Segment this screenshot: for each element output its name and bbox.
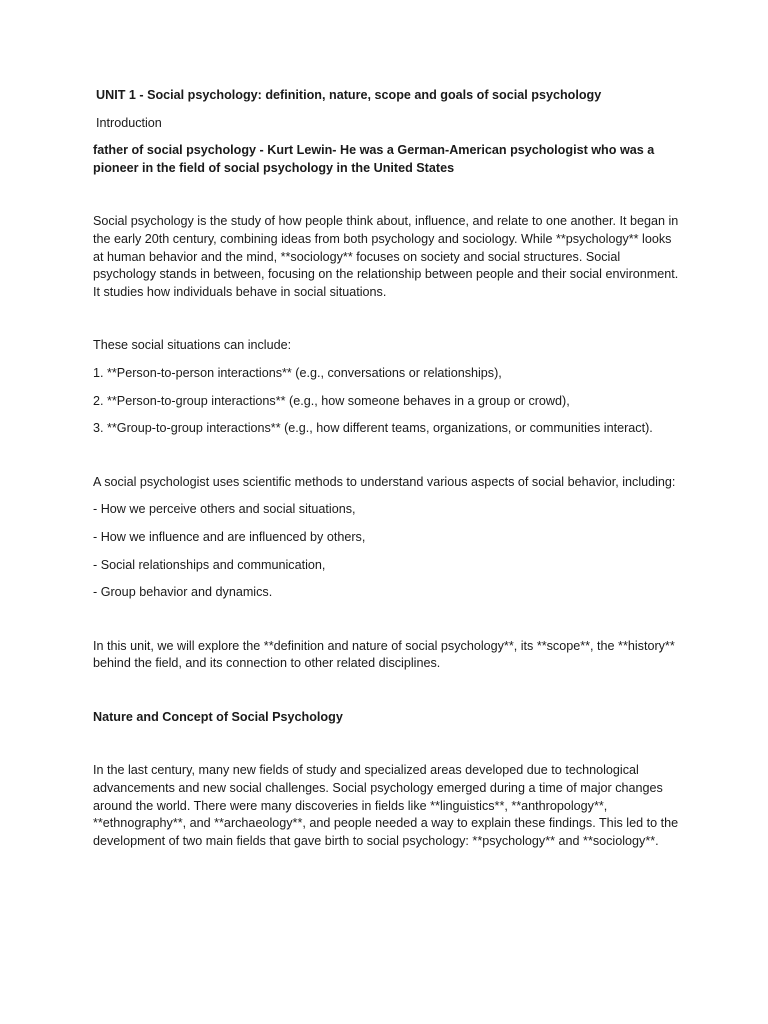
- situations-intro: These social situations can include:: [93, 338, 292, 353]
- definition-paragraph: Social psychology is the study of how people think about, influence, and relate to one another. It began in the early 20th century, combining ideas from both psychology and sociology. While **psychology** looks at human behavior and the mind, **sociology** focuses on society and social structures. Social psychology stands in between, focusing on the relationship between people and their social environment. It studies how individuals behave in social situations.: [93, 214, 679, 299]
- document-body: [93, 87, 683, 860]
- unit-title: UNIT 1 - Social psychology: definition, nature, scope and goals of social psychology: [96, 88, 602, 102]
- methods-intro: A social psychologist uses scientific methods to understand various aspects of social behavior, including:: [93, 474, 676, 489]
- father-of-social-psychology: father of social psychology - Kurt Lewin- He was a German-American psychologist who was a pioneer in the field of social psychology in the United States: [93, 143, 655, 175]
- unit-overview-paragraph: In this unit, we will explore the **definition and nature of social psychology**, its **scope**, the **history** behind the field, and its connection to other related disciplines.: [93, 638, 675, 671]
- list-item-aspect-3: - Social relationships and communication,: [93, 557, 326, 572]
- list-item-aspect-2: - How we influence and are influenced by others,: [93, 529, 366, 544]
- intro-label: Introduction: [96, 115, 162, 130]
- list-item-situation-1: 1. **Person-to-person interactions** (e.g., conversations or relationships),: [93, 365, 502, 380]
- list-item-situation-2: 2. **Person-to-group interactions** (e.g., how someone behaves in a group or crowd),: [93, 393, 570, 408]
- list-item-aspect-4: - Group behavior and dynamics.: [93, 585, 273, 600]
- list-item-situation-3: 3. **Group-to-group interactions** (e.g., how different teams, organizations, or communities interact).: [93, 421, 653, 436]
- history-paragraph: In the last century, many new fields of study and specialized areas developed due to technological advancements and new social challenges. Social psychology emerged during a time of major changes around the world. There were many discoveries in fields like **linguistics**, **anthropology**, **ethnography**, and **archaeology**, and people needed a way to explain these findings. This led to the development of two main fields that gave birth to social psychology: **psychology** and **sociology**.: [93, 763, 679, 848]
- section-heading: Nature and Concept of Social Psychology: [93, 709, 343, 724]
- list-item-aspect-1: - How we perceive others and social situations,: [93, 502, 356, 517]
